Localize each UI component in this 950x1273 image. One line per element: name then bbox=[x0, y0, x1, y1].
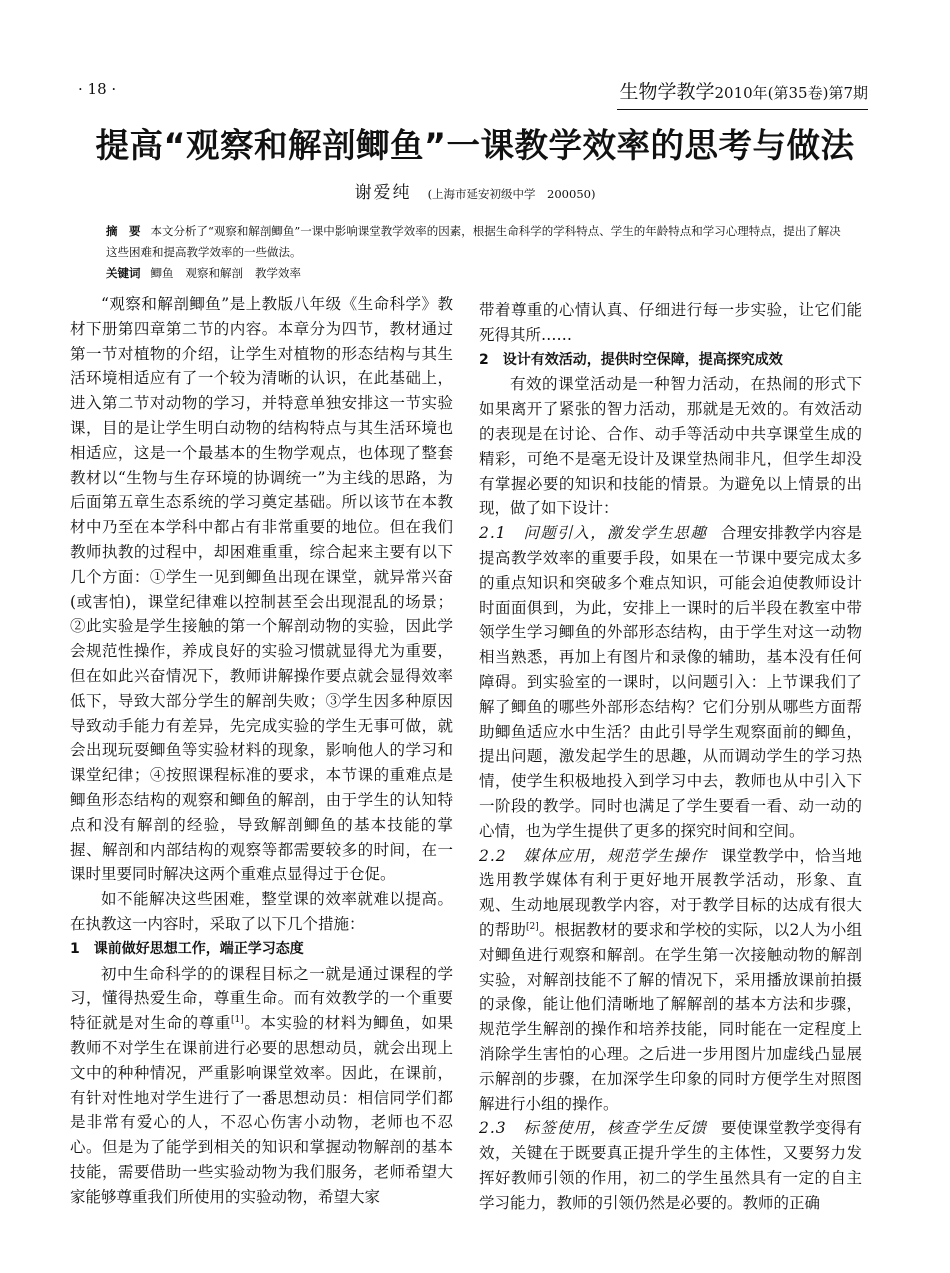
keywords-line bbox=[106, 263, 846, 284]
abstract-text: 本文分析了“观察和解剖鲫鱼”一课中影响课堂教学效率的因素，根据生命科学的学科特点、学生的年龄特点和学习心理特点，提出了解决这些困难和提高教学效率的一些做法。 bbox=[106, 224, 841, 259]
journal-name: 生物学教学 bbox=[619, 81, 715, 103]
paragraph-text: 。根据教材的要求和学校的实际，以2人为小组对鲫鱼进行观察和解剖。在学生第一次接触动物的解剖实验，对解剖技能不了解的情况下，采用播放课前拍摄的录像，能让他们清晰地了解解剖的基本方法和步骤，规范学生解剖的操作和培养技能，同时能在一定程度上消除学生害怕的心理。之后进一步用图片加虚线凸显展示解剖的步骤，在加深学生印象的同时方便学生对照图解进行小组的操作。 bbox=[479, 920, 862, 1113]
article-title: 提高“观察和解剖鲫鱼”一课教学效率的思考与做法 bbox=[95, 126, 855, 165]
body-paragraph: “观察和解剖鲫鱼”是上教版八年级《生命科学》教材下册第四章第二节的内容。本章分为四节，教材通过第一节对植物的介绍，让学生对植物的形态结构与其生活环境相适应有了一个较为清晰的认识，在此基础上，进入第二节对动物的学习，并特意单独安排这一节实验课，目的是让学生明白动物的结构特点与其生活环境也相适应，这是一个最基本的生物学观点，也体现了整套教材以“生物与生存环境的协调统一”为主线的思路，为后面第五章生态系统的学习奠定基础。所以该节在本教材中乃至在本学科中都占有非常重要的地位。但在我们教师执教的过程中，却困难重重，综合起来主要有以下几个方面：①学生一见到鲫鱼出现在课堂，就异常兴奋(或害怕)，课堂纪律难以控制甚至会出现混乱的场景；②此实验是学生接触的第一个解剖动物的实验，因此学会规范性操作，养成良好的实验习惯就显得尤为重要，但在如此兴奋情况下，教师讲解操作要点就会显得效率低下，导致大部分学生的解剖失败；③学生因多种原因导致动手能力有差异，先完成实验的学生无事可做，就会出现玩耍鲫鱼等实验材料的现象，影响他人的学习和课堂纪律；④按照课程标准的要求，本节课的重难点是鲫鱼形态结构的观察和鲫鱼的解剖，由于学生的认知特点和没有解剖的经验，导致解剖鲫鱼的基本技能的掌握、解剖和内部结构的观察等都需要较多的时间，在一课时里要同时解决这两个重难点显得过于仓促。 bbox=[70, 295, 453, 884]
keyword: 观察和解剖 bbox=[185, 266, 243, 280]
keyword: 教学效率 bbox=[255, 266, 301, 280]
author-name: 谢爱纯 bbox=[354, 183, 412, 203]
paragraph-text: 初中生命科学的的课程目标之一就是通过课程的学习，懂得热爱生命，尊重生命。而有效教学的一个重要特征就是对生命的尊重 bbox=[70, 964, 453, 1033]
keyword: 鲫鱼 bbox=[150, 266, 174, 280]
subsection-paragraph bbox=[479, 1116, 862, 1215]
abstract-block bbox=[106, 221, 846, 284]
page-number: · 18 · bbox=[78, 80, 117, 98]
subsection-heading: 2.1 问题引入，激发学生思趣 bbox=[479, 524, 708, 543]
section-heading: 2 设计有效活动，提供时空保障，提高探究成效 bbox=[479, 351, 783, 368]
body-paragraph: 如不能解决这些困难，整堂课的效率就难以提高。在执教这一内容时，采取了以下几个措施： bbox=[70, 890, 453, 933]
abstract-label: 摘 要 bbox=[106, 224, 141, 238]
subsection-paragraph bbox=[479, 521, 862, 843]
subsection-heading: 2.2 媒体应用，规范学生操作 bbox=[479, 846, 708, 865]
left-column bbox=[70, 292, 453, 1209]
citation-ref: [2] bbox=[525, 921, 539, 932]
body-paragraph: 有效的课堂活动是一种智力活动，在热闹的形式下如果离开了紧张的智力活动，那就是无效的。有效活动的表现是在讨论、合作、动手等活动中共享课堂生成的精彩，可绝不是毫无设计及课堂热闹非凡，但学生却没有掌握必要的知识和技能的情景。为避免以上情景的出现，做了如下设计： bbox=[479, 375, 862, 518]
paragraph-text: 要使课堂教学变得有效，关键在于既要真正提升学生的主体性，又要努力发挥好教师引领的作用，初二的学生虽然具有一定的自主学习能力，教师的引领仍然是必要的。教师的正确 bbox=[479, 1119, 862, 1212]
section-heading: 1 课前做好思想工作，端正学习态度 bbox=[70, 940, 304, 957]
paragraph-text: 合理安排教学内容是提高教学效率的重要手段，如果在一节课中要完成太多的重点知识和突破多个难点知识，可能会迫使教师设计时面面俱到，为此，安排上一课时的后半段在教室中带领学生学习鲫鱼的外部形态结构，由于学生对这一动物相当熟悉，再加上有图片和录像的辅助，基本没有任何障碍。到实验室的一课时，以问题引入：上节课我们了解了鲫鱼的哪些外部形态结构？它们分别从哪些方面帮助鲫鱼适应水中生活？由此引导学生观察面前的鲫鱼，提出问题，激发起学生的思趣，从而调动学生的学习热情，使学生积极地投入到学习中去，教师也从中引入下一阶段的教学。同时也满足了学生要看一看、动一动的心情，也为学生提供了更多的探究时间和空间。 bbox=[479, 524, 862, 840]
paragraph-text: 。本实验的材料为鲫鱼，如果教师不对学生在课前进行必要的思想动员，就会出现上文中的种种情况，严重影响课堂效率。因此，在课前，有针对性地对学生进行了一番思想动员：相信同学们都是非常有爱心的人，不忍心伤害小动物，老师也不忍心。但是为了能学到相关的知识和掌握动物解剖的基本技能，需要借助一些实验动物为我们服务，老师希望大家能够尊重我们所使用的实验动物，希望大家 bbox=[70, 1014, 453, 1206]
citation-ref: [1] bbox=[230, 1014, 244, 1025]
journal-issue: 2010年(第35卷)第7期 bbox=[714, 84, 868, 102]
keywords-label: 关键词 bbox=[106, 266, 141, 280]
paragraph-text: 课堂教学中，恰当地选用教学媒体有利于更好地开展教学活动，形象、直观、生动地展现教学内容，对于教学目标的达成有很大的帮助 bbox=[479, 846, 862, 939]
right-column bbox=[479, 298, 862, 1215]
body-paragraph bbox=[70, 962, 453, 1210]
author-affiliation: (上海市延安初级中学 200050) bbox=[427, 187, 596, 201]
header-rule bbox=[617, 109, 868, 110]
journal-header bbox=[619, 77, 868, 104]
body-paragraph: 带着尊重的心情认真、仔细进行每一步实验，让它们能死得其所…… bbox=[479, 301, 862, 344]
byline bbox=[0, 178, 950, 203]
subsection-heading: 2.3 标签使用，核查学生反馈 bbox=[479, 1119, 708, 1138]
subsection-paragraph bbox=[479, 844, 862, 1117]
